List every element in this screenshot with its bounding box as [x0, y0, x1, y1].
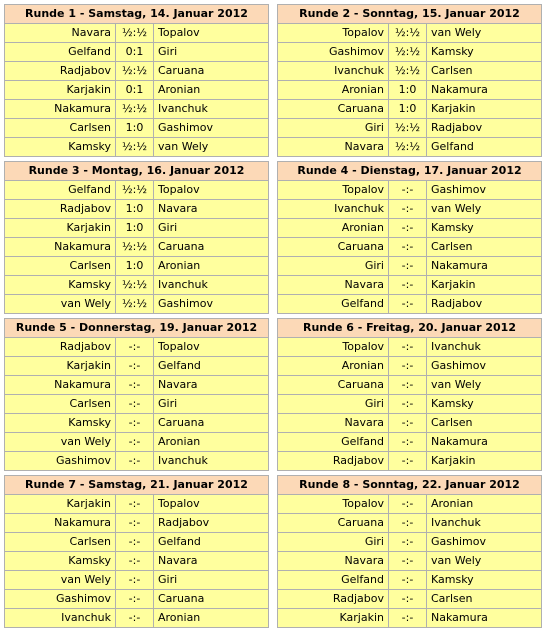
game-result: ½:½	[389, 24, 427, 42]
black-player: Topalov	[158, 340, 200, 353]
white-player: Carlsen	[5, 533, 116, 551]
white-player: Nakamura	[5, 238, 116, 256]
game-result: -:-	[116, 338, 154, 356]
black-player: Nakamura	[431, 83, 488, 96]
game-result: ½:½	[389, 43, 427, 61]
round-table-8	[277, 475, 542, 628]
black-player: Aronian	[158, 83, 201, 96]
game-result: -:-	[389, 395, 427, 413]
white-player: van Wely	[5, 295, 116, 313]
white-player: Navara	[278, 552, 389, 570]
game-result: -:-	[116, 395, 154, 413]
black-player: Kamsky	[431, 221, 474, 234]
white-player: Gashimov	[5, 590, 116, 608]
white-player: Gashimov	[278, 43, 389, 61]
game-row	[5, 119, 268, 138]
game-row	[5, 571, 268, 590]
round-title: Runde 4 - Dienstag, 17. Januar 2012	[278, 162, 541, 181]
black-player: Caruana	[158, 416, 205, 429]
game-row	[5, 590, 268, 609]
white-player: Giri	[278, 395, 389, 413]
game-result: ½:½	[116, 100, 154, 118]
game-result: -:-	[389, 514, 427, 532]
game-result: 1:0	[116, 119, 154, 137]
game-result: -:-	[389, 414, 427, 432]
white-player: Topalov	[278, 495, 389, 513]
black-player: Topalov	[158, 26, 200, 39]
black-player: Gashimov	[431, 183, 486, 196]
game-result: -:-	[389, 552, 427, 570]
black-player: Gelfand	[431, 140, 474, 153]
round-title: Runde 7 - Samstag, 21. Januar 2012	[5, 476, 268, 495]
game-result: -:-	[116, 495, 154, 513]
white-player: Aronian	[278, 357, 389, 375]
game-row	[5, 395, 268, 414]
game-result: -:-	[116, 533, 154, 551]
game-result: -:-	[116, 590, 154, 608]
black-player: Gashimov	[431, 359, 486, 372]
game-row	[278, 200, 541, 219]
game-row	[5, 552, 268, 571]
black-player: van Wely	[431, 202, 482, 215]
game-result: -:-	[116, 433, 154, 451]
game-row	[5, 533, 268, 552]
black-player: Radjabov	[431, 121, 483, 134]
black-player: Aronian	[158, 435, 201, 448]
game-row	[5, 495, 268, 514]
white-player: Aronian	[278, 81, 389, 99]
black-player: Gelfand	[158, 359, 201, 372]
white-player: Navara	[5, 24, 116, 42]
black-player: Nakamura	[431, 611, 488, 624]
white-player: Caruana	[278, 238, 389, 256]
white-player: Karjakin	[5, 495, 116, 513]
black-player: Aronian	[431, 497, 474, 510]
game-result: -:-	[389, 238, 427, 256]
game-row	[278, 433, 541, 452]
game-row	[278, 81, 541, 100]
black-player: Kamsky	[431, 45, 474, 58]
white-player: Radjabov	[278, 452, 389, 470]
black-player: Kamsky	[431, 397, 474, 410]
game-row	[278, 43, 541, 62]
black-player: van Wely	[431, 378, 482, 391]
game-row	[5, 414, 268, 433]
white-player: Gelfand	[5, 181, 116, 199]
game-row	[278, 100, 541, 119]
game-row	[5, 295, 268, 313]
game-row	[278, 571, 541, 590]
black-player: Carlsen	[431, 64, 473, 77]
game-row	[278, 238, 541, 257]
black-player: van Wely	[431, 554, 482, 567]
round-table-5	[4, 318, 269, 471]
black-player: Caruana	[158, 240, 205, 253]
black-player: Karjakin	[431, 278, 476, 291]
black-player: Topalov	[158, 497, 200, 510]
black-player: Navara	[158, 554, 198, 567]
game-result: -:-	[389, 571, 427, 589]
game-row	[278, 295, 541, 313]
game-result: -:-	[389, 257, 427, 275]
white-player: Radjabov	[5, 200, 116, 218]
black-player: Carlsen	[431, 592, 473, 605]
round-title: Runde 5 - Donnerstag, 19. Januar 2012	[5, 319, 268, 338]
game-row	[5, 138, 268, 156]
game-result: -:-	[389, 200, 427, 218]
game-row	[5, 452, 268, 470]
game-result: ½:½	[389, 138, 427, 156]
white-player: Nakamura	[5, 514, 116, 532]
black-player: van Wely	[158, 140, 209, 153]
game-row	[278, 590, 541, 609]
game-row	[5, 62, 268, 81]
game-row	[5, 338, 268, 357]
black-player: Gashimov	[158, 297, 213, 310]
game-row	[278, 119, 541, 138]
black-player: Giri	[158, 397, 178, 410]
white-player: Gashimov	[5, 452, 116, 470]
game-row	[278, 609, 541, 627]
game-row	[5, 609, 268, 627]
game-result: -:-	[389, 219, 427, 237]
game-row	[278, 395, 541, 414]
white-player: Caruana	[278, 376, 389, 394]
round-table-2	[277, 4, 542, 157]
black-player: Caruana	[158, 592, 205, 605]
game-row	[5, 357, 268, 376]
black-player: Giri	[158, 573, 178, 586]
black-player: Carlsen	[431, 240, 473, 253]
black-player: Gashimov	[431, 535, 486, 548]
game-row	[5, 181, 268, 200]
game-result: 1:0	[116, 257, 154, 275]
game-result: -:-	[389, 495, 427, 513]
white-player: Giri	[278, 119, 389, 137]
black-player: Aronian	[158, 611, 201, 624]
game-row	[278, 514, 541, 533]
white-player: Karjakin	[5, 219, 116, 237]
game-row	[5, 514, 268, 533]
black-player: Radjabov	[431, 297, 483, 310]
game-row	[5, 100, 268, 119]
black-player: Ivanchuk	[431, 516, 481, 529]
black-player: Radjabov	[158, 516, 210, 529]
game-result: -:-	[389, 590, 427, 608]
game-result: -:-	[389, 357, 427, 375]
game-result: -:-	[116, 609, 154, 627]
game-result: ½:½	[389, 62, 427, 80]
game-row	[5, 24, 268, 43]
white-player: Kamsky	[5, 552, 116, 570]
round-table-3	[4, 161, 269, 314]
round-title: Runde 1 - Samstag, 14. Januar 2012	[5, 5, 268, 24]
round-title: Runde 2 - Sonntag, 15. Januar 2012	[278, 5, 541, 24]
game-result: 1:0	[116, 200, 154, 218]
black-player: Aronian	[158, 259, 201, 272]
game-result: -:-	[116, 452, 154, 470]
game-result: ½:½	[116, 181, 154, 199]
game-result: ½:½	[116, 24, 154, 42]
game-row	[5, 219, 268, 238]
white-player: Navara	[278, 276, 389, 294]
white-player: Nakamura	[5, 100, 116, 118]
game-result: -:-	[389, 276, 427, 294]
white-player: Kamsky	[5, 276, 116, 294]
game-row	[278, 495, 541, 514]
game-result: -:-	[116, 514, 154, 532]
game-result: 1:0	[389, 81, 427, 99]
game-row	[278, 552, 541, 571]
white-player: Giri	[278, 257, 389, 275]
black-player: Carlsen	[431, 416, 473, 429]
game-result: -:-	[116, 571, 154, 589]
white-player: Giri	[278, 533, 389, 551]
game-result: 0:1	[116, 81, 154, 99]
game-result: -:-	[116, 376, 154, 394]
game-row	[5, 433, 268, 452]
white-player: van Wely	[5, 433, 116, 451]
game-result: ½:½	[116, 62, 154, 80]
round-title: Runde 8 - Sonntag, 22. Januar 2012	[278, 476, 541, 495]
game-row	[5, 376, 268, 395]
white-player: Ivanchuk	[278, 200, 389, 218]
white-player: Karjakin	[5, 357, 116, 375]
white-player: Gelfand	[278, 433, 389, 451]
game-row	[278, 338, 541, 357]
game-row	[278, 181, 541, 200]
game-result: -:-	[389, 376, 427, 394]
white-player: Carlsen	[5, 257, 116, 275]
white-player: Topalov	[278, 24, 389, 42]
black-player: Ivanchuk	[158, 454, 208, 467]
game-row	[278, 138, 541, 156]
white-player: Caruana	[278, 100, 389, 118]
game-result: -:-	[389, 533, 427, 551]
game-result: -:-	[389, 181, 427, 199]
black-player: Nakamura	[431, 259, 488, 272]
game-row	[5, 238, 268, 257]
white-player: Karjakin	[5, 81, 116, 99]
white-player: Caruana	[278, 514, 389, 532]
game-row	[278, 62, 541, 81]
game-result: ½:½	[389, 119, 427, 137]
game-result: -:-	[389, 609, 427, 627]
white-player: Radjabov	[5, 62, 116, 80]
game-result: 1:0	[389, 100, 427, 118]
white-player: Radjabov	[278, 590, 389, 608]
game-result: ½:½	[116, 276, 154, 294]
game-row	[278, 276, 541, 295]
black-player: Navara	[158, 202, 198, 215]
game-result: -:-	[389, 452, 427, 470]
game-result: -:-	[389, 433, 427, 451]
game-result: ½:½	[116, 238, 154, 256]
game-row	[278, 357, 541, 376]
black-player: Karjakin	[431, 454, 476, 467]
white-player: Navara	[278, 414, 389, 432]
black-player: Ivanchuk	[158, 102, 208, 115]
game-row	[5, 276, 268, 295]
game-row	[278, 24, 541, 43]
game-result: ½:½	[116, 138, 154, 156]
white-player: Navara	[278, 138, 389, 156]
game-result: -:-	[116, 552, 154, 570]
game-row	[278, 452, 541, 470]
black-player: van Wely	[431, 26, 482, 39]
game-result: ½:½	[116, 295, 154, 313]
black-player: Ivanchuk	[431, 340, 481, 353]
round-title: Runde 3 - Montag, 16. Januar 2012	[5, 162, 268, 181]
game-row	[5, 43, 268, 62]
round-table-1	[4, 4, 269, 157]
round-title: Runde 6 - Freitag, 20. Januar 2012	[278, 319, 541, 338]
game-row	[278, 219, 541, 238]
black-player: Caruana	[158, 64, 205, 77]
white-player: Carlsen	[5, 395, 116, 413]
white-player: Topalov	[278, 181, 389, 199]
white-player: Aronian	[278, 219, 389, 237]
game-result: -:-	[116, 357, 154, 375]
game-row	[278, 376, 541, 395]
game-row	[5, 200, 268, 219]
game-row	[278, 257, 541, 276]
black-player: Giri	[158, 221, 178, 234]
white-player: Kamsky	[5, 414, 116, 432]
white-player: Topalov	[278, 338, 389, 356]
black-player: Nakamura	[431, 435, 488, 448]
black-player: Topalov	[158, 183, 200, 196]
black-player: Navara	[158, 378, 198, 391]
game-result: 1:0	[116, 219, 154, 237]
game-row	[5, 257, 268, 276]
black-player: Ivanchuk	[158, 278, 208, 291]
black-player: Giri	[158, 45, 178, 58]
white-player: Nakamura	[5, 376, 116, 394]
game-row	[278, 533, 541, 552]
game-result: -:-	[389, 295, 427, 313]
black-player: Karjakin	[431, 102, 476, 115]
black-player: Gashimov	[158, 121, 213, 134]
white-player: Karjakin	[278, 609, 389, 627]
round-table-6	[277, 318, 542, 471]
game-result: -:-	[389, 338, 427, 356]
white-player: Gelfand	[278, 295, 389, 313]
white-player: Radjabov	[5, 338, 116, 356]
round-table-7	[4, 475, 269, 628]
black-player: Kamsky	[431, 573, 474, 586]
white-player: Ivanchuk	[278, 62, 389, 80]
white-player: Kamsky	[5, 138, 116, 156]
white-player: Gelfand	[5, 43, 116, 61]
round-table-4	[277, 161, 542, 314]
white-player: Carlsen	[5, 119, 116, 137]
white-player: van Wely	[5, 571, 116, 589]
game-row	[278, 414, 541, 433]
white-player: Ivanchuk	[5, 609, 116, 627]
white-player: Gelfand	[278, 571, 389, 589]
game-result: 0:1	[116, 43, 154, 61]
black-player: Gelfand	[158, 535, 201, 548]
game-result: -:-	[116, 414, 154, 432]
game-row	[5, 81, 268, 100]
